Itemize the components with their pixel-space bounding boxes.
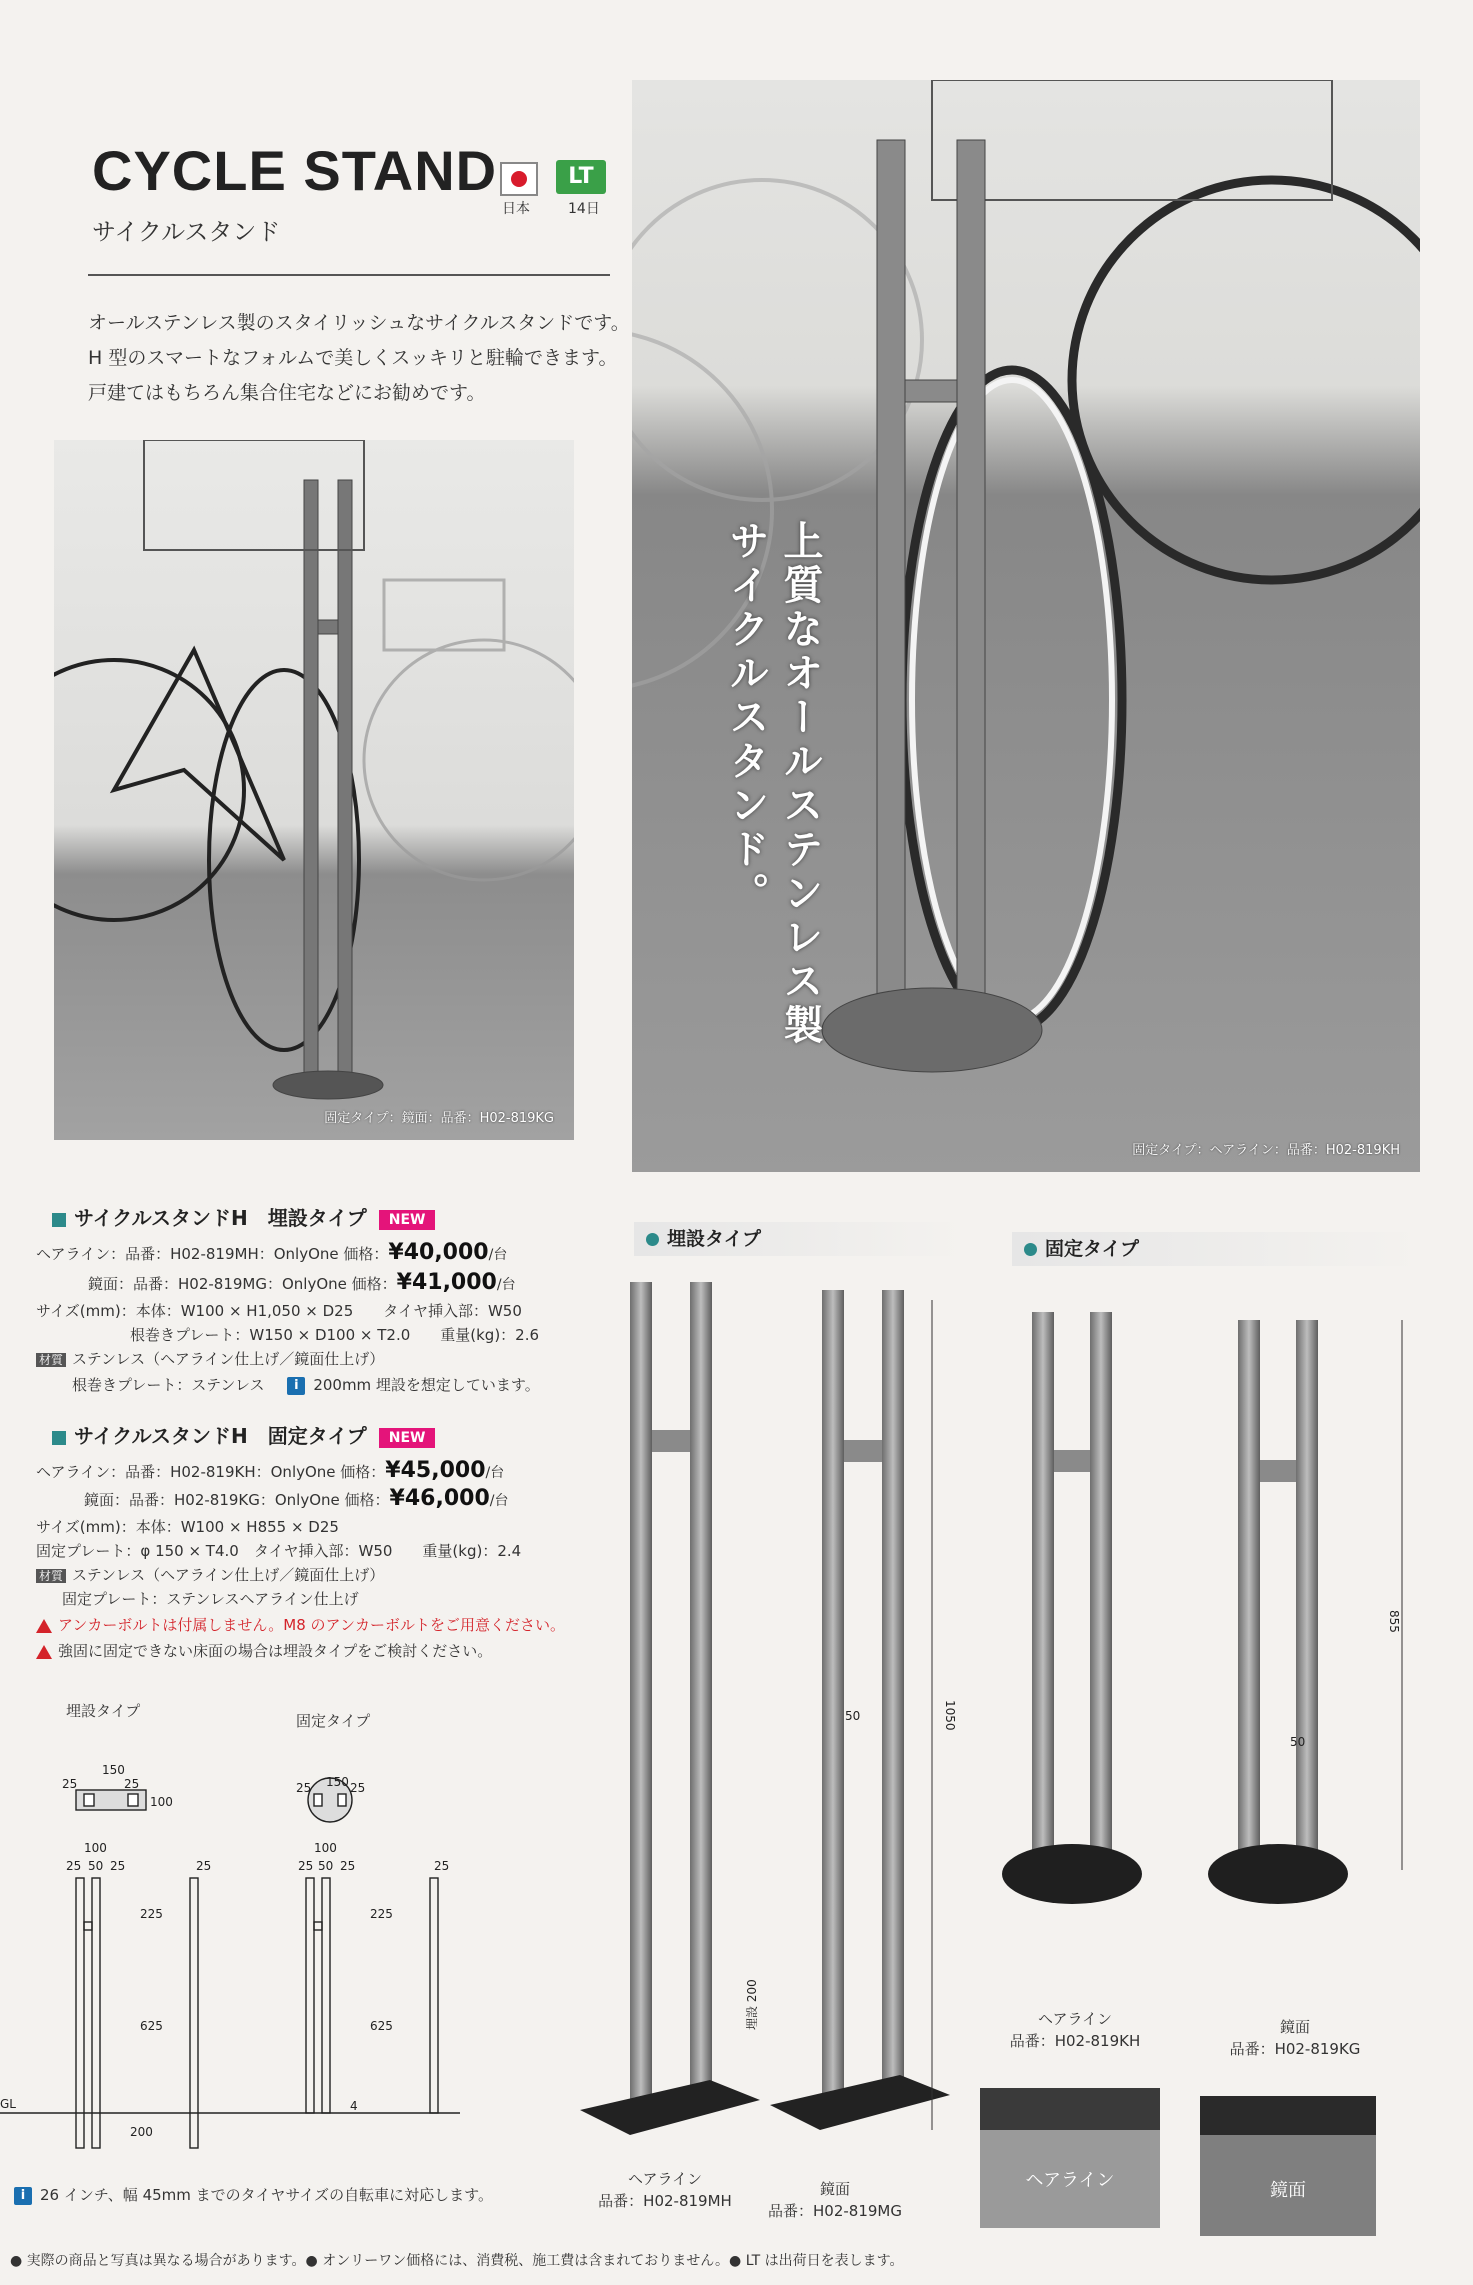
price-value: ¥40,000 xyxy=(388,1240,489,1265)
dim-label: 1050 xyxy=(943,1700,957,1731)
warning-text: 強固に固定できない床面の場合は埋設タイプをご検討ください。 xyxy=(58,1642,493,1660)
swatch-label: ヘアライン xyxy=(1025,2170,1115,2191)
price-unit: /台 xyxy=(489,1493,509,1509)
dim-label: 25 xyxy=(350,1781,366,1795)
product-finish: ヘアライン xyxy=(627,2170,703,2188)
intro-line: オールステンレス製のスタイリッシュなサイクルスタンドです。 xyxy=(88,312,630,334)
warning-text: アンカーボルトは付属しません。M8 のアンカーボルトをご用意ください。 xyxy=(58,1616,565,1634)
new-badge: NEW xyxy=(379,1210,436,1230)
stand-render-kg xyxy=(1208,1320,1402,1904)
product-finish: 鏡面 xyxy=(1279,2018,1310,2036)
lt-days: 14日 xyxy=(568,201,600,217)
page-subtitle: サイクルスタンド xyxy=(92,218,281,246)
dim-label: 225 xyxy=(370,1907,393,1921)
origin-label: 日本 xyxy=(502,201,530,217)
dim-label: 25 xyxy=(340,1859,356,1873)
square-bullet-icon xyxy=(52,1431,66,1445)
size-line: サイズ(mm)：本体：W100 × H855 × D25 xyxy=(36,1518,339,1536)
price-line-hairline xyxy=(36,1458,504,1483)
note-text: 26 インチ、幅 45mm までのタイヤサイズの自転車に対応します。 xyxy=(40,2186,493,2204)
product-label-mg xyxy=(760,2178,910,2222)
dim-label: 25 xyxy=(296,1781,312,1795)
photo-caption: 固定タイプ：鏡面：品番：H02-819KG xyxy=(324,1111,554,1126)
stand-render-mh xyxy=(580,1282,760,2135)
product-label-kh xyxy=(1000,2008,1150,2052)
photo-caption: 固定タイプ：ヘアライン：品番：H02-819KH xyxy=(1132,1143,1400,1158)
dim-label: 50 xyxy=(845,1709,861,1723)
price-line-hairline xyxy=(36,1240,507,1265)
price-value: ¥41,000 xyxy=(396,1270,497,1295)
swatch-label: 鏡面 xyxy=(1270,2180,1306,2201)
material-text: ステンレス（ヘアライン仕上げ／鏡面仕上げ） xyxy=(72,1350,385,1368)
product-code: 品番：H02-819KG xyxy=(1229,2040,1361,2058)
dim-label: 150 xyxy=(102,1763,125,1777)
square-bullet-icon xyxy=(52,1213,66,1227)
photo-fixed-hairline xyxy=(632,80,1420,1172)
warning-line xyxy=(36,1640,492,1661)
dim-label: 855 xyxy=(1387,1610,1401,1633)
dim-label: 150 xyxy=(326,1775,349,1789)
product-code: 品番：H02-819MH xyxy=(598,2192,732,2210)
product-finish: ヘアライン xyxy=(1037,2010,1113,2028)
product-label-kg xyxy=(1220,2016,1370,2060)
price-value: ¥45,000 xyxy=(385,1458,486,1483)
drawing-title-fixed: 固定タイプ xyxy=(296,1712,371,1730)
stand-render-kh xyxy=(1002,1312,1142,1904)
swatch-mirror xyxy=(1200,2096,1376,2236)
circle-bullet-icon xyxy=(646,1233,659,1246)
intro-line: 戸建てはもちろん集合住宅などにお勧めです。 xyxy=(88,382,486,404)
swatch-hairline xyxy=(980,2088,1160,2228)
price-line-mirror xyxy=(88,1270,516,1295)
dim-label: 25 xyxy=(110,1859,126,1873)
material-tag: 材質 xyxy=(36,1353,66,1367)
intro-text xyxy=(88,306,648,411)
dim-label: 25 xyxy=(66,1859,82,1873)
price-label: ヘアライン：品番：H02-819KH：OnlyOne 価格： xyxy=(36,1463,386,1481)
size-line: サイズ(mm)：本体：W100 × H1,050 × D25 タイヤ挿入部：W50 xyxy=(36,1302,522,1320)
dim-label: 50 xyxy=(88,1859,104,1873)
dimension-drawings xyxy=(0,1730,480,2180)
page-title: CYCLE STAND xyxy=(92,139,498,202)
product-head-fixed xyxy=(1012,1232,1424,1266)
info-icon: i xyxy=(14,2187,32,2205)
material-text: ステンレス（ヘアライン仕上げ／鏡面仕上げ） xyxy=(72,1566,385,1584)
dim-label: 200 xyxy=(130,2125,153,2139)
divider xyxy=(88,274,610,276)
lt-badge: LT xyxy=(556,160,606,194)
material-text: 根巻きプレート：ステンレス xyxy=(72,1376,265,1394)
price-value: ¥46,000 xyxy=(389,1486,490,1511)
info-icon: i xyxy=(287,1377,305,1395)
spec-heading-text: サイクルスタンドH 固定タイプ xyxy=(74,1424,367,1448)
dim-label: 25 xyxy=(62,1777,78,1791)
product-head-text: 固定タイプ xyxy=(1045,1238,1140,1260)
japan-flag-icon xyxy=(500,162,538,196)
spec-heading-fixed xyxy=(52,1420,435,1449)
circle-bullet-icon xyxy=(1024,1243,1037,1256)
intro-line: H 型のスマートなフォルムで美しくスッキリと駐輪できます。 xyxy=(88,347,618,369)
product-finish: 鏡面 xyxy=(819,2180,850,2198)
price-unit: /台 xyxy=(496,1277,516,1293)
dim-label: 50 xyxy=(1290,1735,1306,1749)
dim-label: 625 xyxy=(370,2019,393,2033)
catch-copy-line1: 上質なオールステンレス製 xyxy=(777,520,824,1048)
product-head-text: 埋設タイプ xyxy=(667,1228,762,1250)
price-label: 鏡面：品番：H02-819KG：OnlyOne 価格： xyxy=(84,1491,390,1509)
note-text: 200mm 埋設を想定しています。 xyxy=(313,1376,540,1394)
price-unit: /台 xyxy=(488,1247,508,1263)
photo-fixed-mirror xyxy=(54,440,574,1140)
product-label-mh xyxy=(590,2168,740,2212)
dim-label: 25 xyxy=(196,1859,212,1873)
dim-label: 25 xyxy=(434,1859,450,1873)
drawing-title-buried: 埋設タイプ xyxy=(66,1702,141,1720)
price-line-mirror xyxy=(84,1486,508,1511)
material-line xyxy=(36,1348,384,1369)
dim-label: 4 xyxy=(350,2099,358,2113)
price-label: ヘアライン：品番：H02-819MH：OnlyOne 価格： xyxy=(36,1245,389,1263)
warning-icon xyxy=(36,1619,52,1633)
dim-label: GL xyxy=(0,2097,16,2111)
spec-heading-buried xyxy=(52,1202,435,1231)
dim-label: 50 xyxy=(318,1859,334,1873)
price-label: 鏡面：品番：H02-819MG：OnlyOne 価格： xyxy=(88,1275,397,1293)
plate-line: 根巻きプレート：W150 × D100 × T2.0 重量(kg)：2.6 xyxy=(130,1326,540,1344)
plate-line: 固定プレート：φ 150 × T4.0 タイヤ挿入部：W50 重量(kg)：2.4 xyxy=(36,1542,522,1560)
material-tag: 材質 xyxy=(36,1569,66,1583)
material-line-2 xyxy=(72,1374,540,1395)
dim-label: 埋設 200 xyxy=(745,1979,759,2030)
dim-label: 100 xyxy=(150,1795,173,1809)
price-unit: /台 xyxy=(485,1465,505,1481)
dim-label: 625 xyxy=(140,2019,163,2033)
spec-heading-text: サイクルスタンドH 埋設タイプ xyxy=(74,1206,367,1230)
product-head-buried xyxy=(634,1222,966,1256)
catch-copy-line2: サイクルスタンド。 xyxy=(723,520,770,916)
warning-icon xyxy=(36,1645,52,1659)
footer-notes: ● 実際の商品と写真は異なる場合があります。● オンリーワン価格には、消費税、施工費は含まれておりません。● LT は出荷日を表します。 xyxy=(10,2253,904,2269)
product-code: 品番：H02-819MG xyxy=(768,2202,902,2220)
product-code: 品番：H02-819KH xyxy=(1009,2032,1141,2050)
dim-label: 25 xyxy=(298,1859,314,1873)
bicycle-photo-illustration xyxy=(54,440,574,1140)
new-badge: NEW xyxy=(379,1428,436,1448)
dim-label: 100 xyxy=(314,1841,337,1855)
warning-line xyxy=(36,1614,565,1635)
dim-label: 100 xyxy=(84,1841,107,1855)
dim-label: 25 xyxy=(124,1777,140,1791)
material-line xyxy=(36,1564,384,1585)
tire-size-note xyxy=(14,2184,493,2205)
dim-label: 225 xyxy=(140,1907,163,1921)
material-line-2: 固定プレート：ステンレスヘアライン仕上げ xyxy=(62,1590,359,1608)
